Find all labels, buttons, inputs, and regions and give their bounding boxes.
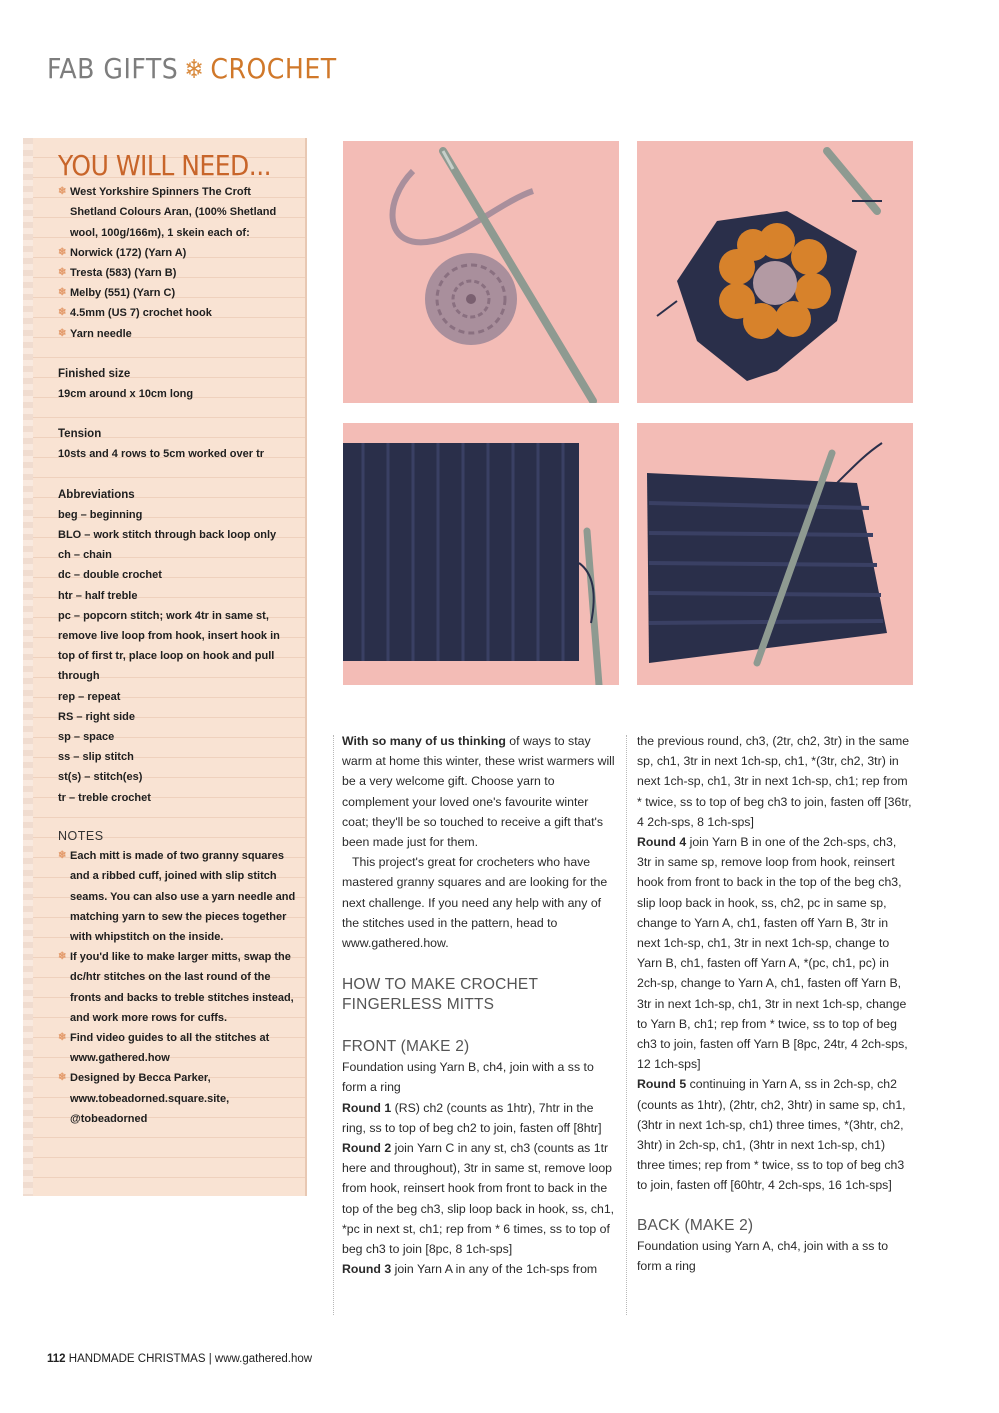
round-4: Round 4 join Yarn B in one of the 2ch-sps, ch3, 3tr in same sp, remove loop from hook, reinsert hook from front to back in the top of the beg ch3, slip loop back in hook, ss, ch2, pc in same sp, change to Yarn A, ch1, fasten off Yarn B, 3tr in next 1ch-sp, ch1, 3tr in next 1ch-sp, change to Yarn B, ch1, fasten off Yarn A, *(pc, ch1, pc) in 2ch-sp, change to Yarn A, ch1, fasten off Yarn B, 3tr in next 1ch-sp, ch1, 3tr in next 1ch-sp, change to Yarn B, ch1; rep from * twice, ss to top of beg ch3 to join, fasten off Yarn B [8pc, 24tr, 4 2ch-sps, 12 1ch-sps] — [637, 835, 908, 1072]
category-label: CROCHET — [210, 52, 337, 85]
granny-square-photo — [637, 141, 913, 403]
footer-separator: | — [208, 1353, 212, 1365]
magazine-title: HANDMADE CHRISTMAS — [68, 1353, 206, 1365]
abbreviation-item: BLO – work stitch through back loop only — [58, 529, 277, 542]
intro-paragraph: With so many of us thinking of ways to stay warm at home this winter, these wrist warmers will be a very welcome gift. Choose yarn to complement your loved one's favourite winter coat; they'll be so touched to receive a gift that's been made just for them. — [342, 734, 615, 850]
page-number: 112 — [47, 1353, 66, 1365]
note-item: ❄ Find video guides to all the stitches at www.gathered.how — [58, 1028, 298, 1068]
finished-size-heading: Finished size — [58, 367, 131, 380]
abbreviation-item: ch – chain — [58, 549, 112, 562]
front-foundation: Foundation using Yarn B, ch4, join with a ss to form a ring — [342, 1060, 594, 1095]
round-1: Round 1 (RS) ch2 (counts as 1htr), 7htr in the ring, ss to top of beg ch2 to join, fasten off [8htr] — [342, 1100, 602, 1135]
snowflake-bullet-icon: ❄ — [58, 850, 67, 862]
snowflake-bullet-icon: ❄ — [58, 186, 67, 198]
abbreviations-heading: Abbreviations — [58, 488, 135, 501]
round-2: Round 2 join Yarn C in any st, ch3 (counts as 1tr here and throughout), 3tr in same st, remove loop from hook, reinsert hook from front to back in the top of the beg ch3, slip loop back in hook, ss, ch1, *pc in next st, ch1; rep from * 6 times, ss to top of beg ch3 to join [8pc, 8 1ch-sps] — [342, 1141, 615, 1257]
round-3-continued: the previous round, ch3, (2tr, ch2, 3tr) in the same sp, ch1, 3tr in next 1ch-sp, ch1, *(3tr, ch2, 3tr) in next 1ch-sp, ch1, 3tr in next 1ch-sp, ch1; rep from * twice, ss to top of beg ch3 to join, fasten off [36tr, 4 2ch-sps, 8 1ch-sps] — [637, 734, 912, 829]
note-item: ❄ Each mitt is made of two granny squares and a ribbed cuff, joined with slip stitch seams. You can also use a yarn needle and matching yarn to sew the pieces together with whipstitch on the inside. — [58, 846, 298, 947]
front-heading: FRONT (MAKE 2) — [342, 1038, 470, 1056]
snowflake-bullet-icon: ❄ — [58, 327, 67, 339]
intro-paragraph-2: This project's great for crocheters who have mastered granny squares and are looking for the next challenge. If you need any help with any of the stitches used in the pattern, head to www.gathered.how. — [342, 855, 608, 951]
column-divider — [626, 735, 627, 1315]
back-foundation: Foundation using Yarn A, ch4, join with a ss to form a ring — [637, 1238, 889, 1273]
tension-heading: Tension — [58, 428, 102, 441]
snowflake-icon: ❄ — [184, 55, 205, 85]
abbreviation-item: tr – treble crochet — [58, 791, 151, 804]
round-3: Round 3 join Yarn A in any of the 1ch-sps from — [342, 1262, 598, 1277]
notes-heading: NOTES — [58, 828, 104, 843]
note-item: ❄ Designed by Becca Parker, www.tobeadorned.square.site, @tobeadorned — [58, 1068, 298, 1129]
tension-value: 10sts and 4 rows to 5cm worked over tr — [58, 448, 265, 461]
page-footer — [47, 1353, 312, 1365]
snowflake-bullet-icon: ❄ — [58, 246, 67, 258]
article-column-1 — [342, 731, 618, 1279]
you-will-need-title: YOU WILL NEED... — [58, 149, 272, 182]
list-item: ❄ Tresta (583) (Yarn B) — [58, 263, 298, 283]
article-column-2 — [637, 731, 913, 1276]
snowflake-bullet-icon: ❄ — [58, 1072, 67, 1084]
list-item: ❄ Yarn needle — [58, 324, 298, 344]
snowflake-bullet-icon: ❄ — [58, 951, 67, 963]
abbreviation-item: beg – beginning — [58, 508, 143, 521]
list-item: ❄ Melby (551) (Yarn C) — [58, 283, 298, 303]
abbreviation-item: ss – slip stitch — [58, 751, 134, 764]
section-header — [47, 52, 337, 85]
cuff-folded-photo — [637, 423, 913, 685]
round-5: Round 5 continuing in Yarn A, ss in 2ch-sp, ch2 (counts as 1htr), (2htr, ch2, 3htr) in same sp, ch1, (3htr in next 1ch-sp, ch1) three times, *(3htr, ch2, 3htr) in 2ch-sp, ch1, (3htr in next 1ch-sp, ch1) three times; rep from * twice, ss to top of beg ch3 to join, fasten off [60htr, 4 2ch-sps, 16 1ch-sps] — [637, 1077, 906, 1193]
snowflake-bullet-icon: ❄ — [58, 1031, 67, 1043]
finished-size-value: 19cm around x 10cm long — [58, 388, 194, 401]
footer-url[interactable]: www.gathered.how — [214, 1353, 313, 1365]
column-divider — [333, 735, 334, 1315]
list-item: ❄ Norwick (172) (Yarn A) — [58, 243, 298, 263]
abbreviation-item: RS – right side — [58, 710, 136, 723]
list-item: ❄ West Yorkshire Spinners The Croft Shetland Colours Aran, (100% Shetland wool, 100g/166m), 1 skein each of: — [58, 182, 298, 243]
abbreviation-item: pc – popcorn stitch; work 4tr in same st, remove live loop from hook, insert hook in top of first tr, place loop on hook and pull through — [58, 609, 280, 683]
abbreviation-item: st(s) – stitch(es) — [58, 771, 143, 784]
abbreviation-item: htr – half treble — [58, 589, 138, 602]
materials-sidebar — [33, 138, 307, 1196]
section-label: FAB GIFTS — [47, 52, 179, 85]
crochet-ring-photo — [343, 141, 619, 403]
abbreviation-item: dc – double crochet — [58, 569, 162, 582]
howto-heading: HOW TO MAKE CROCHET FINGERLESS MITTS — [342, 976, 538, 1014]
abbreviation-item: sp – space — [58, 731, 115, 744]
abbreviation-item: rep – repeat — [58, 690, 121, 703]
snowflake-bullet-icon: ❄ — [58, 287, 67, 299]
snowflake-bullet-icon: ❄ — [58, 307, 67, 319]
back-heading: BACK (MAKE 2) — [637, 1216, 754, 1234]
snowflake-bullet-icon: ❄ — [58, 267, 67, 279]
ribbed-cuff-photo — [343, 423, 619, 685]
note-item: ❄ If you'd like to make larger mitts, swap the dc/htr stitches on the last round of the fronts and backs to treble stitches instead, and work more rows for cuffs. — [58, 947, 298, 1028]
torn-edge — [23, 138, 33, 1196]
list-item: ❄ 4.5mm (US 7) crochet hook — [58, 303, 298, 323]
